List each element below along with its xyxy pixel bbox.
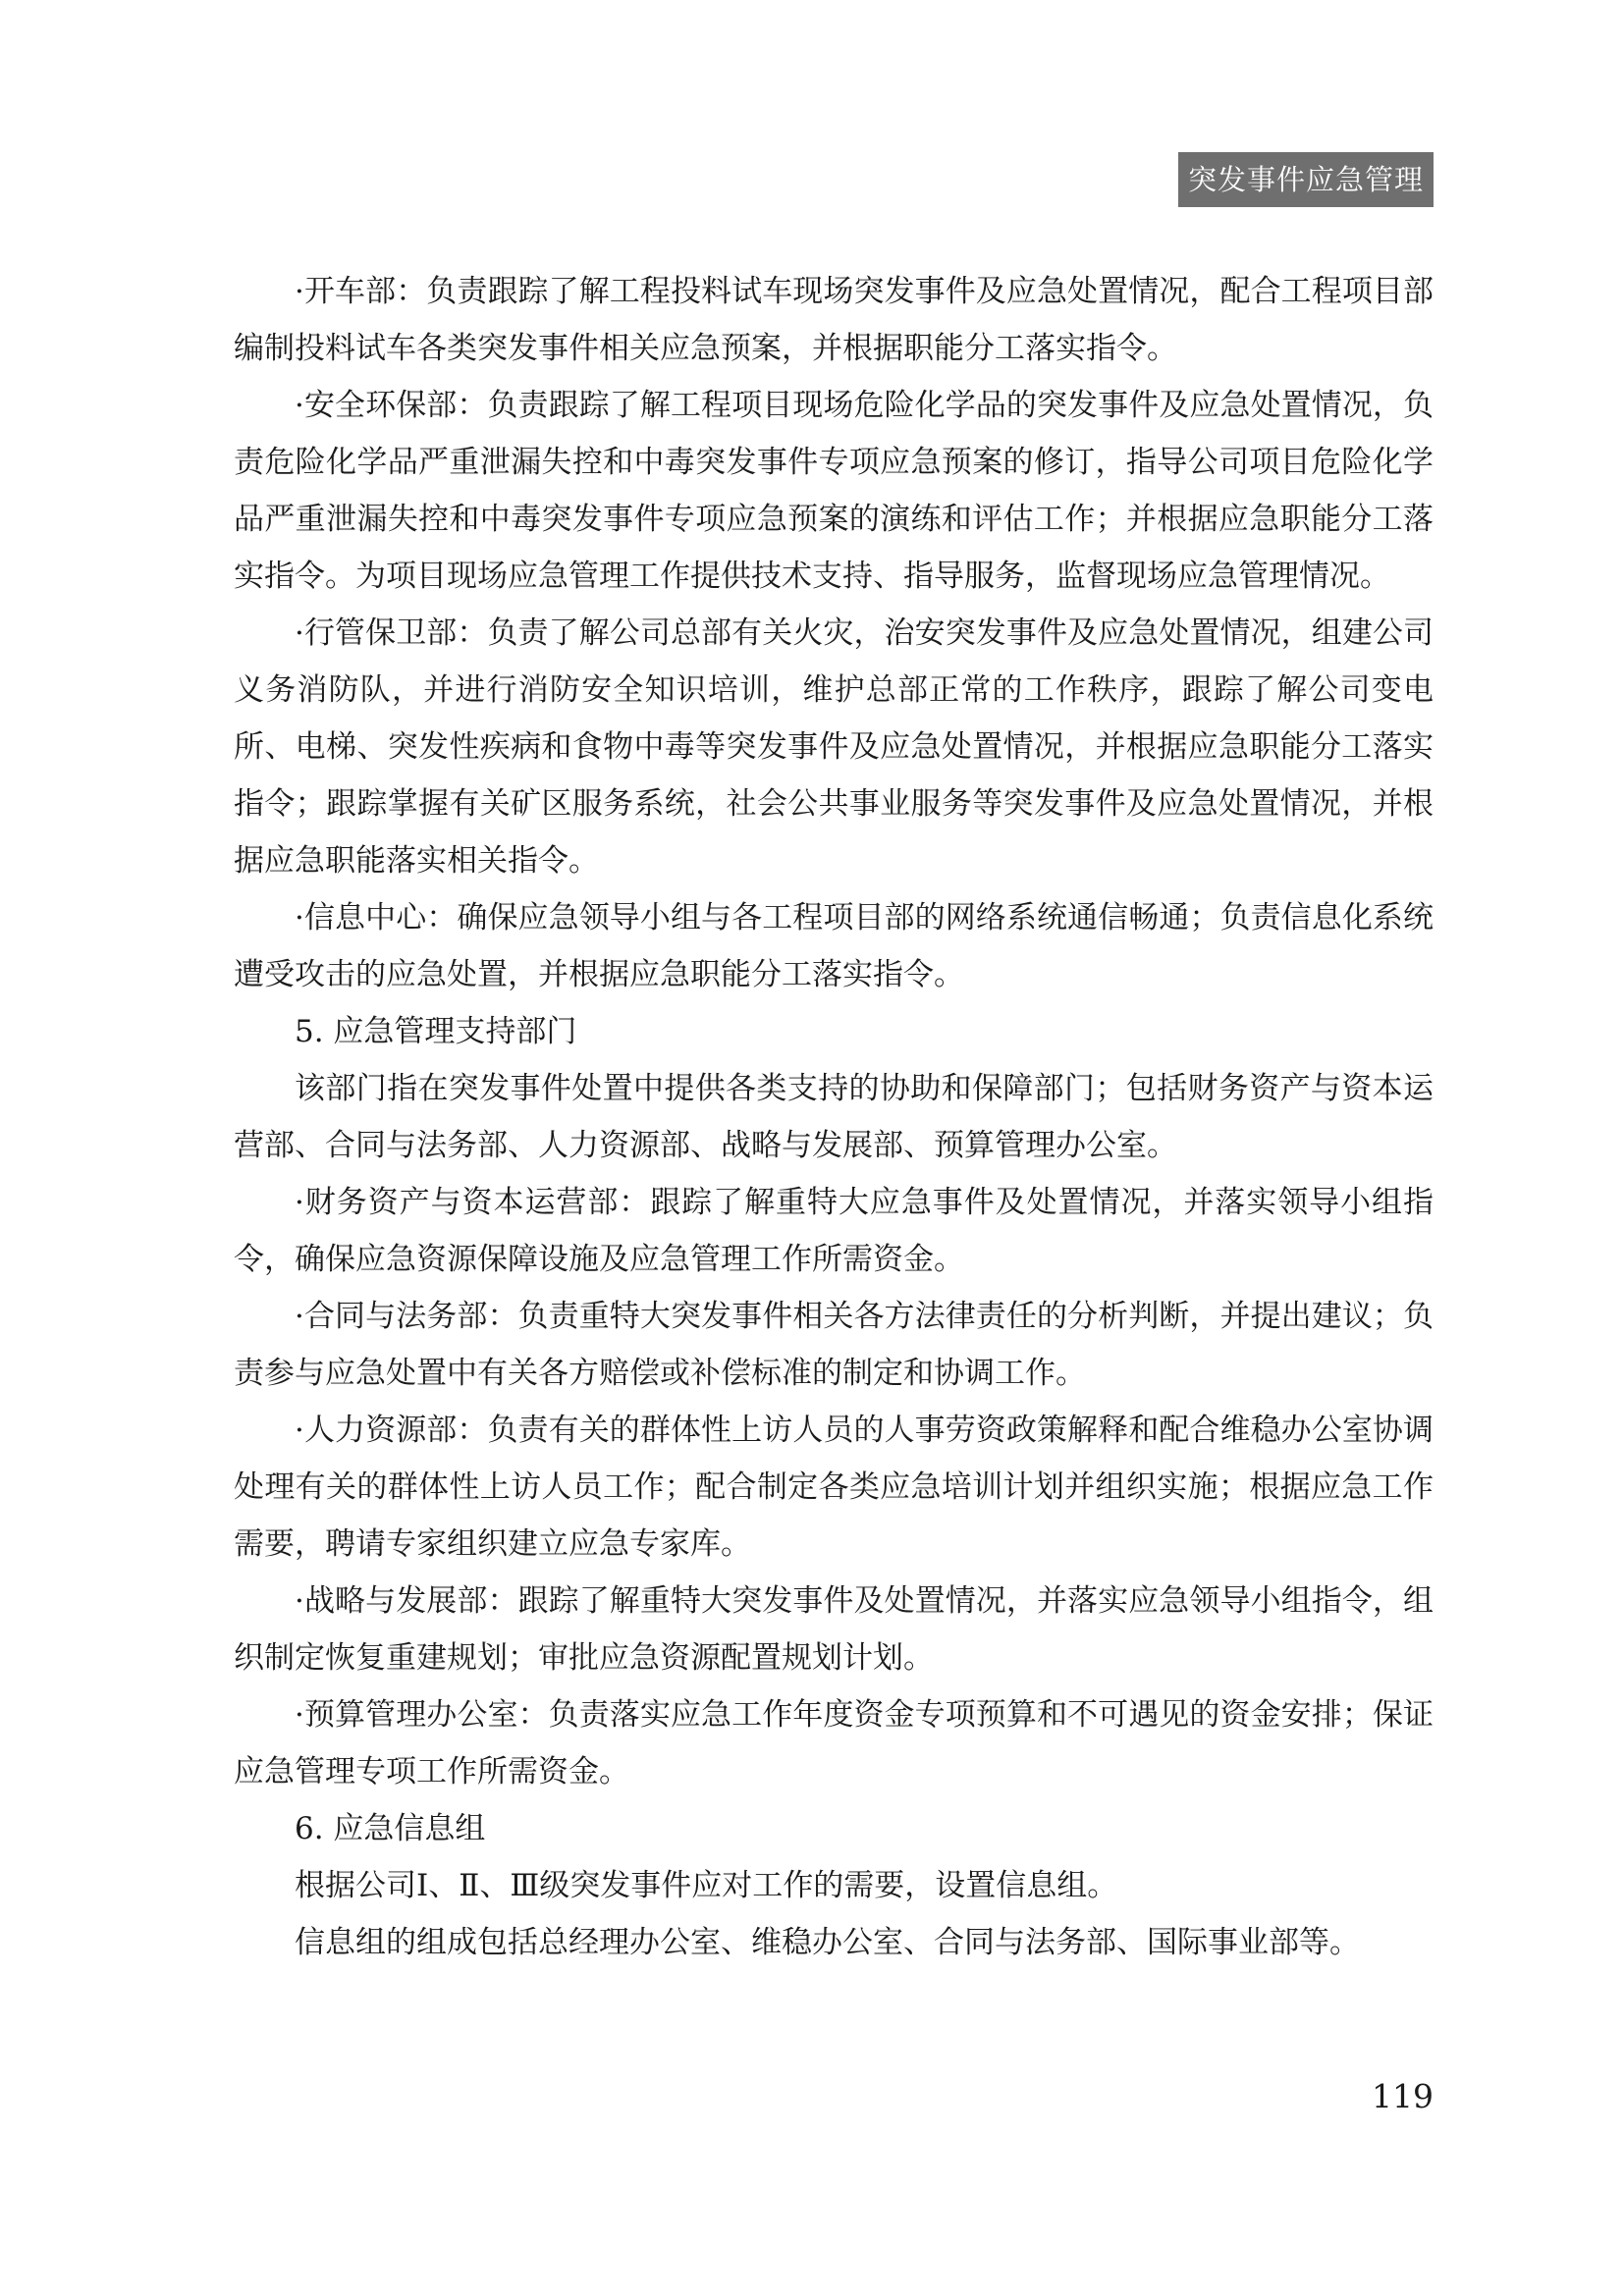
body-text bbox=[234, 263, 1434, 1971]
paragraph-zhanlue-fazhan-bu: ·战略与发展部：跟踪了解重特大突发事件及处置情况，并落实应急领导小组指令，组织制定恢复重建规划；审批应急资源配置规划计划。 bbox=[234, 1583, 1434, 1676]
paragraph-support-departments-intro: 该部门指在突发事件处置中提供各类支持的协助和保障部门；包括财务资产与资本运营部、合同与法务部、人力资源部、战略与发展部、预算管理办公室。 bbox=[234, 1071, 1434, 1163]
paragraph-xinxi-zhongxin: ·信息中心：确保应急领导小组与各工程项目部的网络系统通信畅通；负责信息化系统遭受攻击的应急处置，并根据应急职能分工落实指令。 bbox=[234, 900, 1434, 992]
running-header-title: 突发事件应急管理 bbox=[1178, 152, 1434, 207]
paragraph-info-group-members: 信息组的组成包括总经理办公室、维稳办公室、合同与法务部、国际事业部等。 bbox=[295, 1925, 1360, 1960]
section-heading-6: 6. 应急信息组 bbox=[295, 1811, 486, 1846]
paragraph-xingguan-baowei-bu: ·行管保卫部：负责了解公司总部有关火灾，治安突发事件及应急处置情况，组建公司义务消防队，并进行消防安全知识培训，维护总部正常的工作秩序，跟踪了解公司变电所、电梯、突发性疾病和食物中毒等突发事件及应急处置情况，并根据应急职能分工落实指令；跟踪掌握有关矿区服务系统，社会公共事业服务等突发事件及应急处置情况，并根据应急职能落实相关指令。 bbox=[234, 615, 1434, 879]
paragraph-hetong-fawu-bu: ·合同与法务部：负责重特大突发事件相关各方法律责任的分析判断，并提出建议；负责参与应急处置中有关各方赔偿或补偿标准的制定和协调工作。 bbox=[234, 1299, 1434, 1391]
page-number: 119 bbox=[1372, 2077, 1434, 2115]
paragraph-info-group-setup: 根据公司Ⅰ、Ⅱ、Ⅲ级突发事件应对工作的需要，设置信息组。 bbox=[295, 1868, 1118, 1903]
paragraph-anquan-huanbao-bu: ·安全环保部：负责跟踪了解工程项目现场危险化学品的突发事件及应急处置情况，负责危险化学品严重泄漏失控和中毒突发事件专项应急预案的修订，指导公司项目危险化学品严重泄漏失控和中毒突发事件专项应急预案的演练和评估工作；并根据应急职能分工落实指令。为项目现场应急管理工作提供技术支持、指导服务，监督现场应急管理情况。 bbox=[234, 388, 1434, 594]
paragraph-caiwu-zichan-bu: ·财务资产与资本运营部：跟踪了解重特大应急事件及处置情况，并落实领导小组指令，确保应急资源保障设施及应急管理工作所需资金。 bbox=[234, 1185, 1434, 1277]
section-heading-5: 5. 应急管理支持部门 bbox=[295, 1014, 577, 1049]
paragraph-renli-ziyuan-bu: ·人力资源部：负责有关的群体性上访人员的人事劳资政策解释和配合维稳办公室协调处理有关的群体性上访人员工作；配合制定各类应急培训计划并组织实施；根据应急工作需要，聘请专家组织建立应急专家库。 bbox=[234, 1413, 1434, 1562]
paragraph-yusuan-guanli-bangongshi: ·预算管理办公室：负责落实应急工作年度资金专项预算和不可遇见的资金安排；保证应急管理专项工作所需资金。 bbox=[234, 1697, 1434, 1789]
paragraph-kaiche-bu: ·开车部：负责跟踪了解工程投料试车现场突发事件及应急处置情况，配合工程项目部编制投料试车各类突发事件相关应急预案，并根据职能分工落实指令。 bbox=[234, 274, 1434, 366]
